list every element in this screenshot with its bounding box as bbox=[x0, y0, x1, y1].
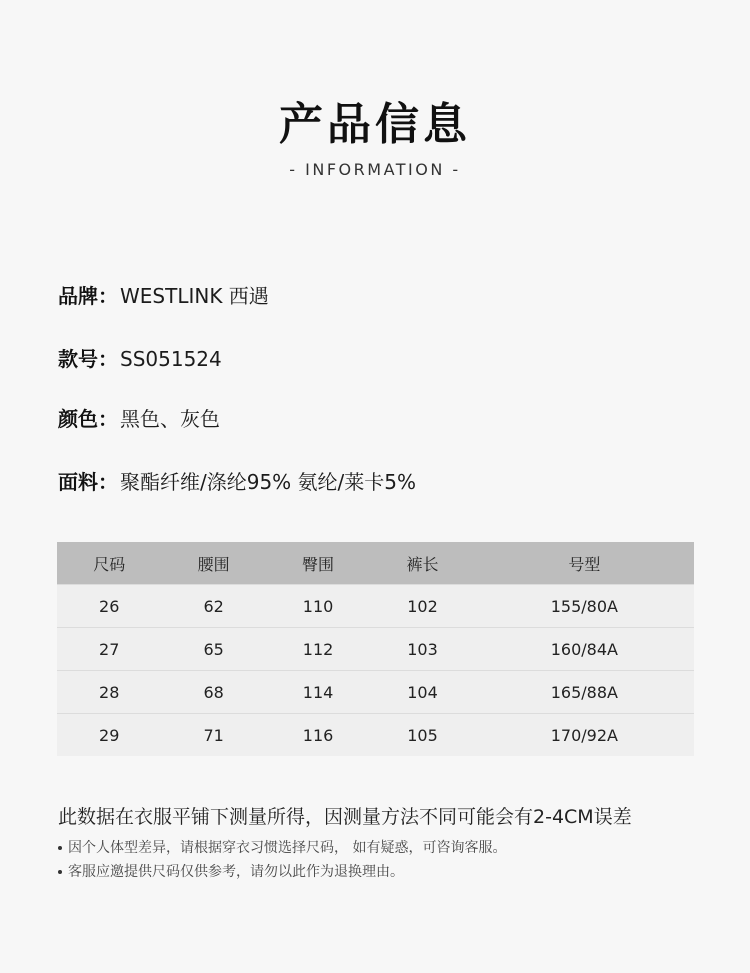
info-color bbox=[58, 403, 220, 432]
table-cell: 170/92A bbox=[475, 714, 694, 757]
table-cell: 165/88A bbox=[475, 671, 694, 714]
table-cell: 27 bbox=[57, 628, 161, 671]
size-table-header-row bbox=[57, 542, 694, 585]
note-line bbox=[58, 837, 506, 857]
note-text: 因个人体型差异，请根据穿衣习惯选择尺码， 如有疑惑，可咨询客服。 bbox=[68, 840, 507, 856]
column-header-hip: 臀围 bbox=[266, 542, 370, 585]
table-cell: 65 bbox=[161, 628, 265, 671]
info-fabric-value: 聚酯纤维/涤纶95% 氨纶/莱卡5% bbox=[120, 470, 417, 494]
table-cell: 62 bbox=[161, 585, 265, 628]
table-cell: 102 bbox=[370, 585, 474, 628]
info-style-number-label: 款号： bbox=[58, 347, 118, 371]
table-cell: 114 bbox=[266, 671, 370, 714]
column-header-fit: 号型 bbox=[475, 542, 694, 585]
table-cell: 68 bbox=[161, 671, 265, 714]
table-cell: 160/84A bbox=[475, 628, 694, 671]
table-cell: 155/80A bbox=[475, 585, 694, 628]
table-cell: 105 bbox=[370, 714, 474, 757]
info-style-number-value: SS051524 bbox=[120, 347, 222, 371]
table-cell: 26 bbox=[57, 585, 161, 628]
table-cell: 29 bbox=[57, 714, 161, 757]
note-text: 客服应邀提供尺码仅供参考，请勿以此作为退换理由。 bbox=[68, 864, 404, 880]
page-title: 产品信息 bbox=[279, 99, 471, 150]
page-subtitle: - INFORMATION - bbox=[289, 160, 461, 179]
info-brand-value: WESTLINK 西遇 bbox=[120, 284, 269, 308]
table-row bbox=[57, 671, 694, 714]
table-row bbox=[57, 585, 694, 628]
table-cell: 104 bbox=[370, 671, 474, 714]
info-fabric bbox=[58, 466, 416, 495]
table-row bbox=[57, 714, 694, 757]
table-cell: 71 bbox=[161, 714, 265, 757]
info-color-label: 颜色： bbox=[58, 407, 118, 431]
table-cell: 116 bbox=[266, 714, 370, 757]
measurement-note: 此数据在衣服平铺下测量所得，因测量方法不同可能会有2-4CM误差 bbox=[58, 806, 632, 828]
table-cell: 28 bbox=[57, 671, 161, 714]
table-cell: 103 bbox=[370, 628, 474, 671]
info-fabric-label: 面料： bbox=[58, 470, 118, 494]
table-row bbox=[57, 628, 694, 671]
column-header-waist: 腰围 bbox=[161, 542, 265, 585]
info-brand-label: 品牌： bbox=[58, 284, 118, 308]
table-cell: 110 bbox=[266, 585, 370, 628]
info-brand bbox=[58, 280, 269, 309]
note-line bbox=[58, 861, 404, 881]
info-style-number bbox=[58, 343, 222, 372]
bullet-icon bbox=[58, 846, 62, 850]
size-table bbox=[57, 542, 694, 756]
table-cell: 112 bbox=[266, 628, 370, 671]
bullet-icon bbox=[58, 870, 62, 874]
column-header-size: 尺码 bbox=[57, 542, 161, 585]
info-color-value: 黑色、灰色 bbox=[120, 407, 220, 431]
column-header-length: 裤长 bbox=[370, 542, 474, 585]
